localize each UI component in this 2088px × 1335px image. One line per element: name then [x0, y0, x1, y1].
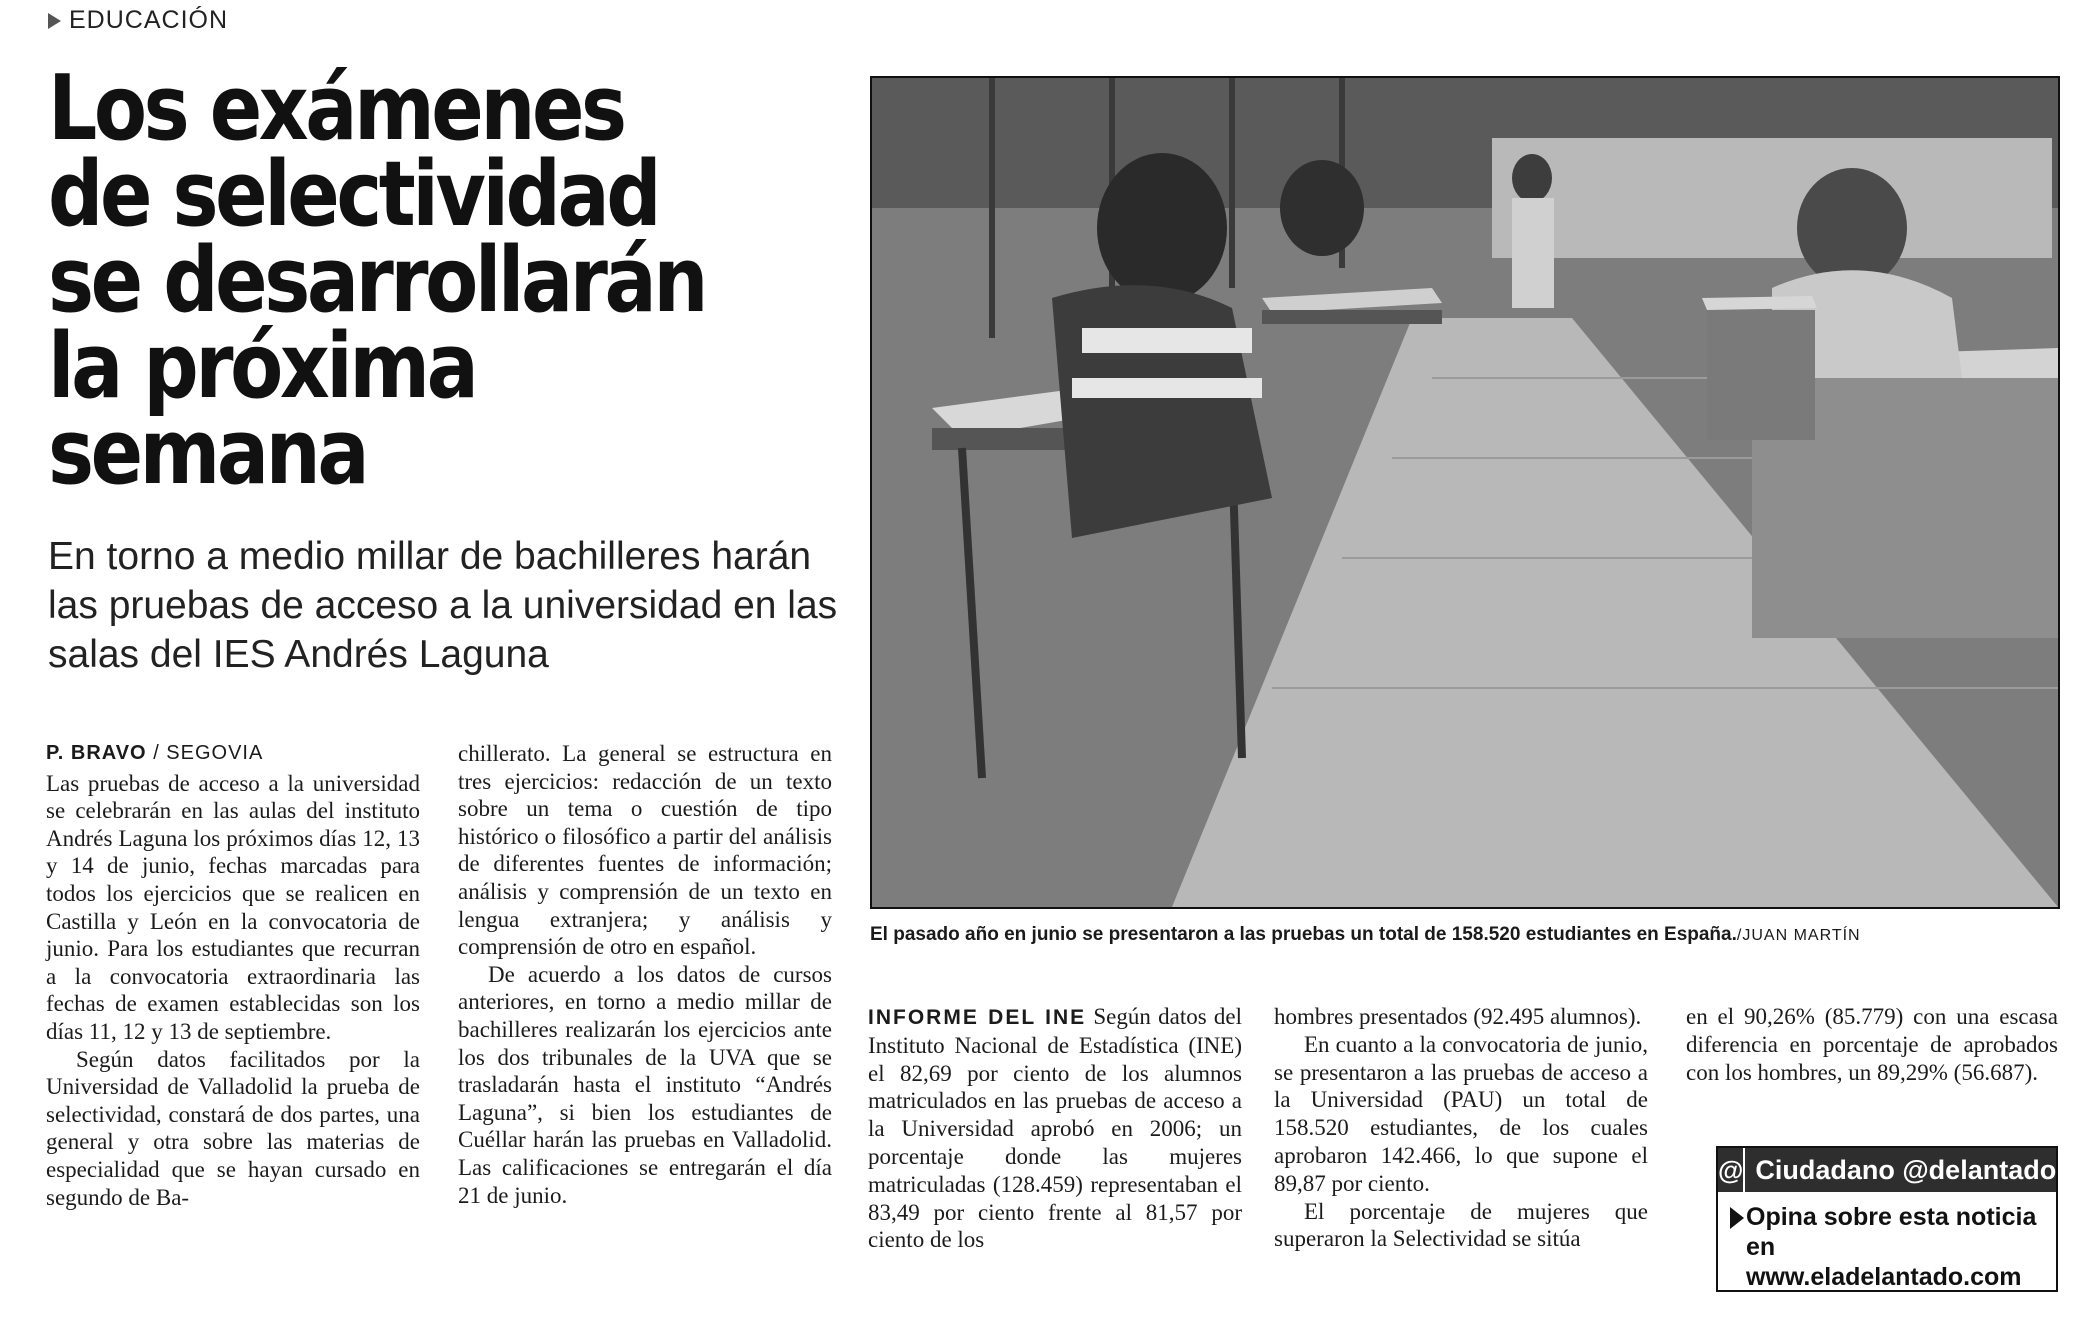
paragraph: En cuanto a la convocatoria de junio, se presentaron a las pruebas de acceso a la Universidad (PAU) un total de 158.520 estudiantes, de los cuales aprobaron 142.466, lo que supone el 89,87 por ciento. — [1274, 1031, 1648, 1196]
promo-url-link[interactable]: www.eladelantado.com — [1746, 1263, 2022, 1291]
section-arrow-icon — [48, 13, 61, 29]
subheadline: En torno a medio millar de bachilleres harán las pruebas de acceso a la universidad en las salas del IES Andrés Laguna — [48, 535, 838, 676]
byline-location: / SEGOVIA — [153, 742, 264, 764]
promo-body — [1718, 1192, 2056, 1292]
reader-comment-promo[interactable] — [1716, 1146, 2058, 1292]
article-photo — [870, 76, 2060, 909]
section-label — [48, 6, 228, 35]
promo-header — [1718, 1148, 2056, 1192]
paragraph: en el 90,26% (85.779) con una escasa diferencia en porcentaje de aprobados con los hombres, un 89,29% (56.687). — [1686, 1004, 2058, 1085]
photo-caption — [870, 924, 2060, 946]
exam-room-illustration — [872, 78, 2058, 907]
photo-credit: /JUAN MARTÍN — [1736, 927, 1861, 944]
paragraph: hombres presentados (92.495 alumnos). — [1274, 1004, 1642, 1029]
section-kicker: INFORME DEL INE — [868, 1006, 1087, 1029]
paragraph — [868, 1003, 1242, 1254]
article-column-1 — [46, 740, 420, 1211]
article-column-5 — [1686, 1003, 2058, 1086]
article-column-2 — [458, 740, 832, 1209]
byline — [46, 740, 420, 768]
paragraph: Según datos facilitados por la Universidad de Valladolid la prueba de selectividad, constará de dos partes, una general y otra sobre las materias de especialidad que se hayan cursado en segundo de Ba- — [46, 1046, 420, 1210]
caption-text: El pasado año en junio se presentaron a las pruebas un total de 158.520 estudiantes en España. — [870, 924, 1737, 945]
paragraph: chillerato. La general se estructura en tres ejercicios: redacción de un texto sobre un tema o cuestión de tipo histórico o filosófico a partir del análisis de diferentes fuentes de información; análisis y comprensión de un texto en lengua extranjera; y análisis y comprensión de otro en español. — [458, 741, 832, 960]
at-sign-icon: @ — [1718, 1148, 1745, 1192]
promo-text — [1746, 1202, 2048, 1292]
article-column-4 — [1274, 1003, 1648, 1253]
paragraph: Las pruebas de acceso a la universidad se celebrarán en las aulas del instituto Andrés Laguna los próximos días 12, 13 y 14 de junio, fechas marcadas para todos los ejercicios que se realicen en Castilla y León en la convocatoria de junio. Para los estudiantes que recurran a la convocatoria extraordinaria las fechas de examen establecidas son los días 11, 12 y 13 de septiembre. — [46, 770, 420, 1044]
promo-title: Ciudadano @delantado — [1755, 1154, 2057, 1185]
promo-line-1: Opina sobre esta noticia en — [1746, 1203, 2037, 1261]
paragraph: De acuerdo a los datos de cursos anteriores, en torno a medio millar de bachilleres realizarán los ejercicios ante los dos tribunales de la UVA que se trasladarán hasta el instituto “Andrés Laguna”, si bien los estudiantes de Cuéllar harán las pruebas en Valladolid. Las calificaciones se entregarán el día 21 de junio. — [458, 961, 832, 1208]
article-column-3 — [868, 1003, 1242, 1254]
section-label-text: EDUCACIÓN — [69, 6, 229, 34]
paragraph-text: Según datos del Instituto Nacional de Estadística (INE) el 82,69 por ciento de los alumnos matriculados en las pruebas de acceso a la Universidad aprobó en 2006; un porcentaje donde las mujeres matriculadas (128.459) representaban el 83,49 por ciento frente al 81,57 por ciento de los — [868, 1004, 1243, 1253]
headline: Los exámenes de selectividad se desarrollarán la próxima semana — [48, 56, 705, 505]
byline-author: P. BRAVO — [46, 742, 147, 764]
paragraph: El porcentaje de mujeres que superaron la Selectividad se sitúa — [1274, 1198, 1648, 1252]
play-arrow-icon — [1730, 1207, 1744, 1229]
